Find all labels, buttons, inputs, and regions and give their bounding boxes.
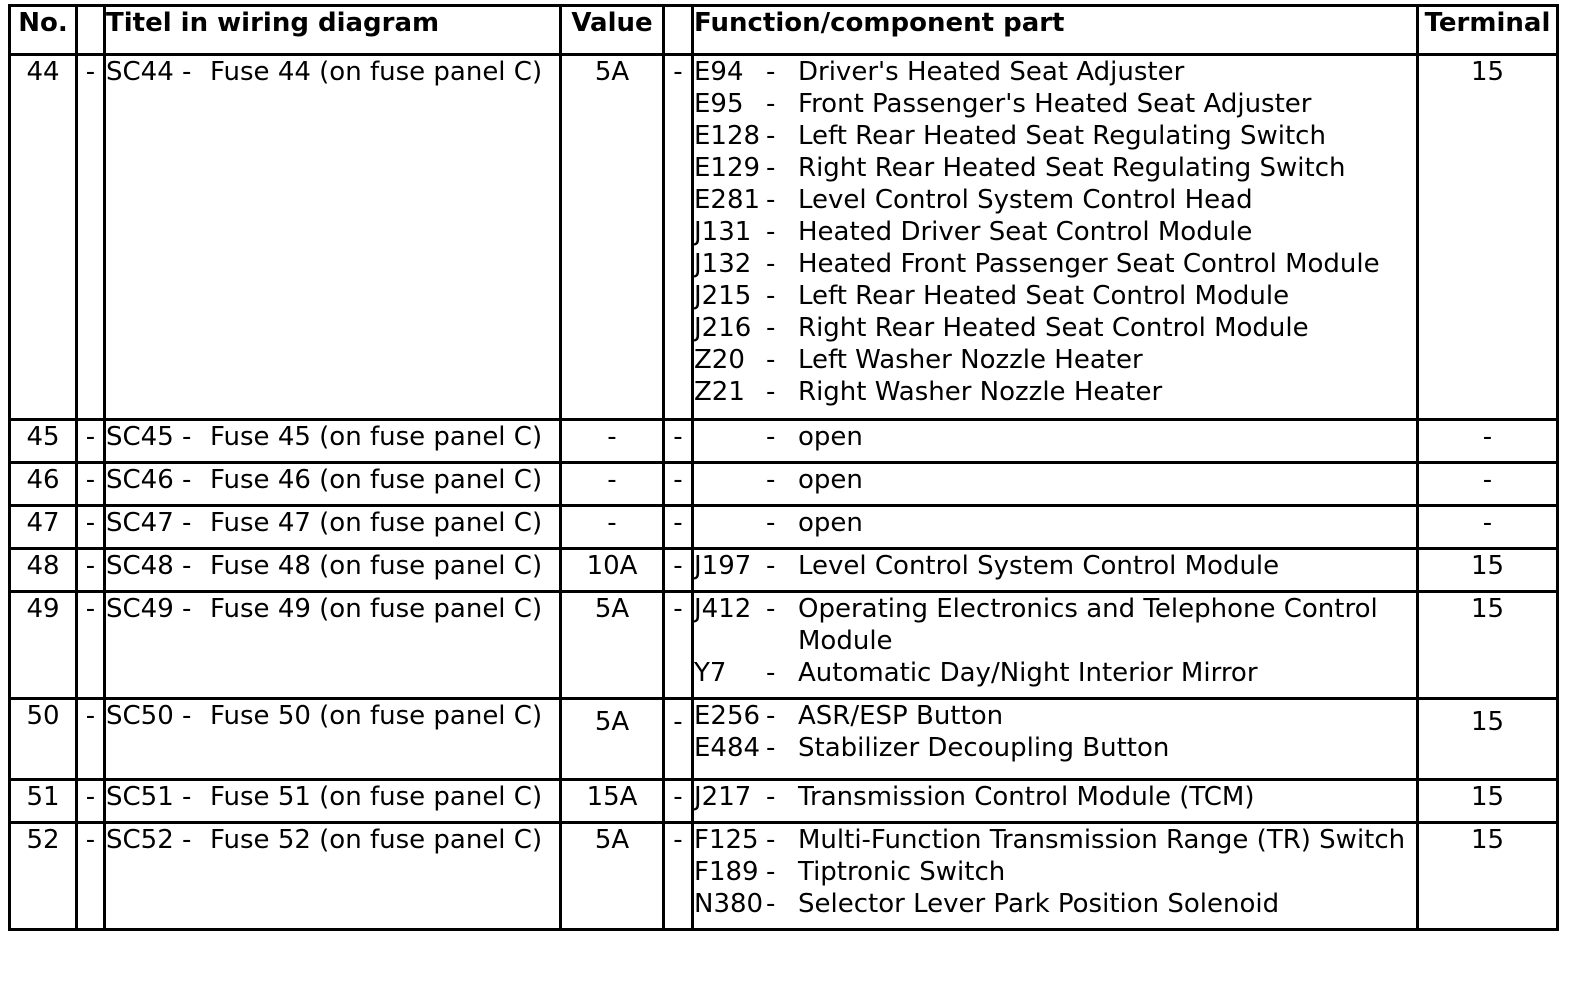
component-name: Right Rear Heated Seat Regulating Switch [798,153,1346,183]
component-item [694,312,1416,344]
fuse-number: 45 [10,420,77,463]
dash-separator: - [664,823,693,930]
fuse-code: SC48 - [106,551,192,581]
component-name: Level Control System Control Module [798,551,1280,581]
table-row [10,506,1558,549]
component-separator: - [766,281,776,311]
component-separator: - [766,185,776,215]
function-cell [693,463,1418,506]
table-row [10,780,1558,823]
fuse-number: 48 [10,549,77,592]
component-code: J215 [694,281,752,311]
terminal: 15 [1418,55,1558,420]
component-item [694,464,1416,496]
component-item [694,824,1416,856]
component-code [694,421,766,453]
fuse-description: Fuse 52 (on fuse panel C) [210,825,543,855]
header-value: Value [561,6,664,55]
function-cell [693,592,1418,699]
component-item [694,507,1416,539]
component-name: open [798,422,863,452]
component-separator: - [766,733,776,763]
fuse-number: 52 [10,823,77,930]
header-no: No. [10,6,77,55]
component-item [694,888,1416,920]
component-code: J132 [694,249,752,279]
component-name: Transmission Control Module (TCM) [798,782,1255,812]
component-separator: - [766,551,776,581]
component-code: E129 [694,153,761,183]
component-separator: - [766,508,776,538]
component-item [694,732,1416,764]
fuse-description: Fuse 46 (on fuse panel C) [210,465,543,495]
fuse-table [8,4,1559,931]
fuse-number: 47 [10,506,77,549]
component-name: Heated Front Passenger Seat Control Module [798,249,1380,279]
terminal: 15 [1418,699,1558,780]
fuse-title [105,823,561,930]
fuse-title [105,55,561,420]
component-name: Right Rear Heated Seat Control Module [798,313,1309,343]
fuse-code: SC46 - [106,465,192,495]
function-cell [693,549,1418,592]
dash-separator: - [77,55,105,420]
fuse-title [105,420,561,463]
fuse-description: Fuse 51 (on fuse panel C) [210,782,543,812]
component-code: E95 [694,89,744,119]
fuse-value: 15A [561,780,664,823]
fuse-value: 5A [561,592,664,699]
fuse-value: 5A [561,55,664,420]
dash-separator: - [77,506,105,549]
component-code [694,464,766,496]
fuse-value: - [561,420,664,463]
terminal: 15 [1418,549,1558,592]
fuse-code: SC50 - [106,701,192,731]
function-cell [693,699,1418,780]
dash-separator: - [77,780,105,823]
component-item [694,856,1416,888]
component-separator: - [766,89,776,119]
component-code: J412 [694,594,752,624]
component-item [694,184,1416,216]
fuse-value: 10A [561,549,664,592]
component-item [694,248,1416,280]
dash-separator: - [664,549,693,592]
fuse-title [105,780,561,823]
fuse-code: SC44 - [106,57,192,87]
terminal: 15 [1418,823,1558,930]
component-code: E256 [694,701,761,731]
fuse-description: Fuse 47 (on fuse panel C) [210,508,543,538]
component-code: J216 [694,313,752,343]
component-separator: - [766,782,776,812]
table-row [10,549,1558,592]
component-name: Heated Driver Seat Control Module [798,217,1253,247]
fuse-title [105,463,561,506]
fuse-value: - [561,463,664,506]
function-cell [693,55,1418,420]
fuse-code: SC49 - [106,594,192,624]
fuse-number: 46 [10,463,77,506]
fuse-value: 5A [561,699,664,780]
fuse-number: 44 [10,55,77,420]
dash-separator: - [664,55,693,420]
fuse-description: Fuse 45 (on fuse panel C) [210,422,543,452]
component-separator: - [766,57,776,87]
component-name: Automatic Day/Night Interior Mirror [798,658,1258,688]
fuse-description: Fuse 48 (on fuse panel C) [210,551,543,581]
table-body [10,55,1558,930]
component-separator: - [766,465,776,495]
function-cell [693,780,1418,823]
component-name: Right Washer Nozzle Heater [798,377,1163,407]
fuse-title [105,699,561,780]
dash-separator: - [664,506,693,549]
table-row [10,823,1558,930]
component-separator: - [766,217,776,247]
dash-separator: - [77,699,105,780]
component-code: Z21 [694,377,745,407]
component-separator: - [766,889,776,919]
component-separator: - [766,658,776,688]
component-item [694,421,1416,453]
fuse-description: Fuse 49 (on fuse panel C) [210,594,543,624]
component-name: Driver's Heated Seat Adjuster [798,57,1185,87]
component-code: E281 [694,185,761,215]
fuse-value: 5A [561,823,664,930]
component-code: Z20 [694,345,745,375]
component-separator: - [766,594,776,624]
function-cell [693,823,1418,930]
component-item [694,120,1416,152]
component-item [694,216,1416,248]
component-separator: - [766,249,776,279]
component-separator: - [766,422,776,452]
dash-separator: - [664,780,693,823]
component-code: E128 [694,121,761,151]
component-name: Left Rear Heated Seat Control Module [798,281,1290,311]
dash-separator: - [77,420,105,463]
component-separator: - [766,121,776,151]
table-row [10,55,1558,420]
table-row [10,420,1558,463]
component-item [694,344,1416,376]
header-title: Titel in wiring diagram [105,6,561,55]
component-name: open [798,465,863,495]
component-separator: - [766,345,776,375]
component-item [694,550,1416,582]
component-name: Operating Electronics and Telephone Control Module [798,594,1378,656]
component-name: open [798,508,863,538]
component-item [694,593,1416,657]
dash-separator: - [664,699,693,780]
table-row [10,463,1558,506]
component-code: J131 [694,217,752,247]
fuse-code: SC51 - [106,782,192,812]
dash-separator: - [77,463,105,506]
fuse-description: Fuse 50 (on fuse panel C) [210,701,543,731]
terminal: 15 [1418,592,1558,699]
function-cell [693,420,1418,463]
component-item [694,700,1416,732]
component-name: Left Washer Nozzle Heater [798,345,1143,375]
component-name: Stabilizer Decoupling Button [798,733,1170,763]
fuse-title [105,506,561,549]
component-name: Tiptronic Switch [798,857,1006,887]
component-item [694,657,1416,689]
component-name: Selector Lever Park Position Solenoid [798,889,1280,919]
header-terminal: Terminal [1418,6,1558,55]
component-separator: - [766,701,776,731]
component-item [694,376,1416,408]
table-row [10,699,1558,780]
component-separator: - [766,313,776,343]
dash-separator: - [664,463,693,506]
component-item [694,88,1416,120]
component-code: J217 [694,782,752,812]
component-code: N380 [694,889,764,919]
fuse-number: 51 [10,780,77,823]
terminal: 15 [1418,780,1558,823]
dash-separator: - [77,549,105,592]
dash-separator: - [664,420,693,463]
fuse-code: SC52 - [106,825,192,855]
fuse-description: Fuse 44 (on fuse panel C) [210,57,543,87]
dash-separator: - [77,592,105,699]
fuse-title [105,549,561,592]
terminal: - [1418,506,1558,549]
component-item [694,152,1416,184]
component-name: Front Passenger's Heated Seat Adjuster [798,89,1312,119]
fuse-code: SC45 - [106,422,192,452]
component-item [694,781,1416,813]
fuse-number: 49 [10,592,77,699]
header-function: Function/component part [693,6,1418,55]
component-name: Left Rear Heated Seat Regulating Switch [798,121,1326,151]
dash-separator: - [664,592,693,699]
component-item [694,56,1416,88]
component-code: E484 [694,733,761,763]
component-name: Level Control System Control Head [798,185,1253,215]
fuse-number: 50 [10,699,77,780]
table-row [10,592,1558,699]
component-separator: - [766,153,776,183]
component-code: F125 [694,825,759,855]
component-code: E94 [694,57,744,87]
component-code: Y7 [694,658,727,688]
header-spacer [77,6,105,55]
component-item [694,280,1416,312]
component-code: J197 [694,551,752,581]
component-name: Multi-Function Transmission Range (TR) Switch [798,825,1406,855]
function-cell [693,506,1418,549]
component-name: ASR/ESP Button [798,701,1004,731]
component-code [694,507,766,539]
component-separator: - [766,825,776,855]
fuse-title [105,592,561,699]
header-row [10,6,1558,55]
fuse-code: SC47 - [106,508,192,538]
dash-separator: - [77,823,105,930]
terminal: - [1418,463,1558,506]
terminal: - [1418,420,1558,463]
component-separator: - [766,377,776,407]
component-separator: - [766,857,776,887]
fuse-value: - [561,506,664,549]
header-spacer [664,6,693,55]
component-code: F189 [694,857,759,887]
